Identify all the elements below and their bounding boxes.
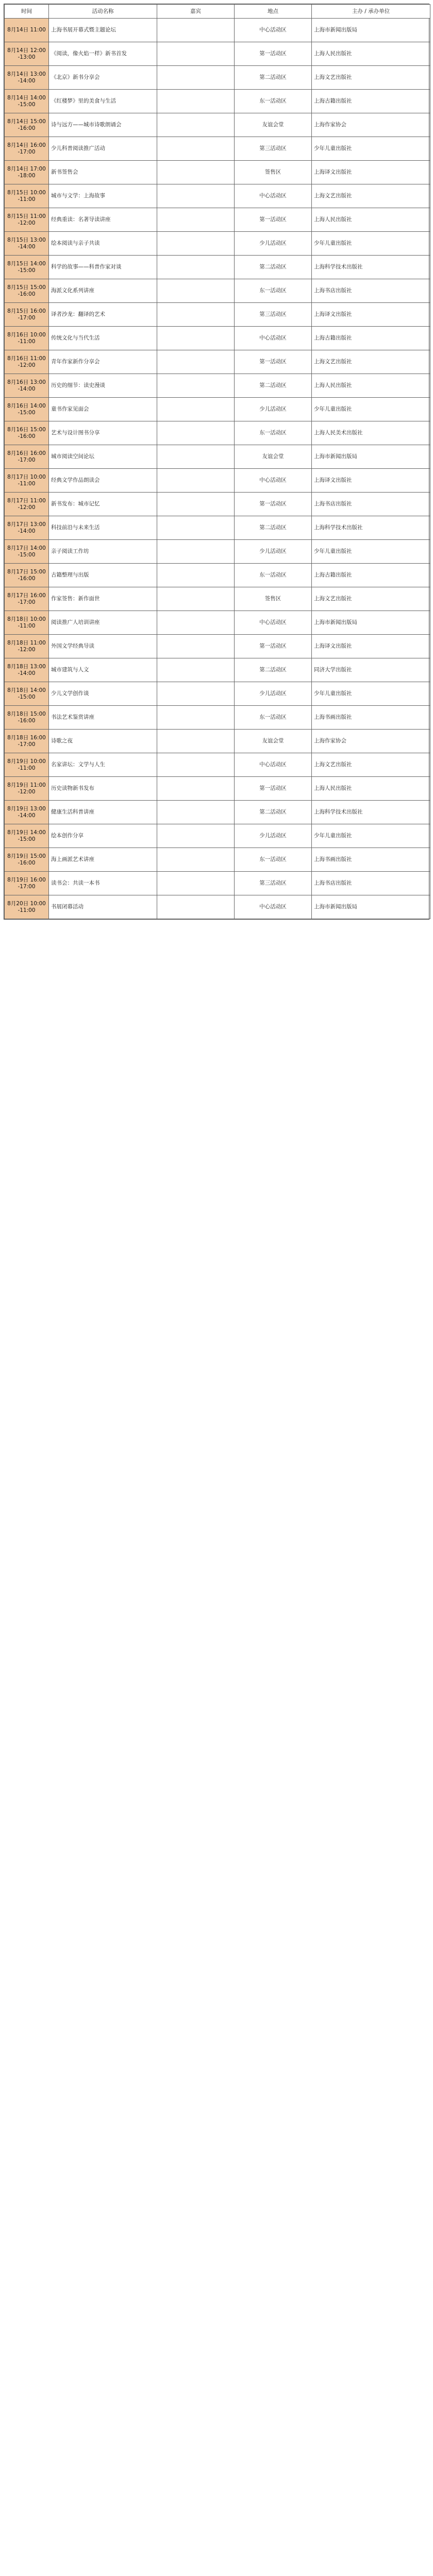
event-name: 少儿科普阅读推广活动 bbox=[49, 137, 157, 161]
event-time: 8月14日 15:00-16:00 bbox=[5, 113, 49, 137]
event-organizer: 上海书画出版社 bbox=[312, 706, 430, 730]
column-header-name: 活动名称 bbox=[49, 5, 157, 19]
event-guests bbox=[157, 753, 235, 777]
event-venue: 第三活动区 bbox=[235, 137, 312, 161]
event-organizer: 上海科学技术出版社 bbox=[312, 256, 430, 279]
event-organizer: 上海译文出版社 bbox=[312, 161, 430, 184]
event-organizer: 上海市新闻出版局 bbox=[312, 19, 430, 42]
event-organizer: 上海科学技术出版社 bbox=[312, 516, 430, 540]
event-organizer: 同济大学出版社 bbox=[312, 658, 430, 682]
event-venue: 第二活动区 bbox=[235, 66, 312, 90]
event-venue: 东一活动区 bbox=[235, 564, 312, 587]
event-guests bbox=[157, 706, 235, 730]
event-time: 8月18日 10:00-11:00 bbox=[5, 611, 49, 635]
table-row bbox=[5, 208, 430, 232]
event-venue: 中心活动区 bbox=[235, 895, 312, 919]
event-organizer: 上海书店出版社 bbox=[312, 493, 430, 516]
table-row bbox=[5, 777, 430, 801]
event-venue: 第一活动区 bbox=[235, 208, 312, 232]
event-organizer: 少年儿童出版社 bbox=[312, 398, 430, 421]
event-guests bbox=[157, 658, 235, 682]
event-venue: 第一活动区 bbox=[235, 777, 312, 801]
event-venue: 中心活动区 bbox=[235, 184, 312, 208]
event-organizer: 上海文艺出版社 bbox=[312, 753, 430, 777]
table-row bbox=[5, 516, 430, 540]
event-time: 8月17日 13:00-14:00 bbox=[5, 516, 49, 540]
event-name: 历史的细节：读史漫谈 bbox=[49, 374, 157, 398]
event-time: 8月14日 17:00-18:00 bbox=[5, 161, 49, 184]
event-organizer: 上海古籍出版社 bbox=[312, 564, 430, 587]
event-guests bbox=[157, 208, 235, 232]
event-name: 阅读推广人培训讲座 bbox=[49, 611, 157, 635]
event-organizer: 上海人民出版社 bbox=[312, 208, 430, 232]
event-venue: 第一活动区 bbox=[235, 635, 312, 658]
event-name: 作家签售：新作面世 bbox=[49, 587, 157, 611]
event-guests bbox=[157, 516, 235, 540]
event-time: 8月19日 10:00-11:00 bbox=[5, 753, 49, 777]
event-organizer: 上海文艺出版社 bbox=[312, 587, 430, 611]
event-organizer: 上海市新闻出版局 bbox=[312, 611, 430, 635]
event-venue: 中心活动区 bbox=[235, 19, 312, 42]
event-time: 8月18日 11:00-12:00 bbox=[5, 635, 49, 658]
event-name: 少儿文学创作谈 bbox=[49, 682, 157, 706]
event-time: 8月19日 15:00-16:00 bbox=[5, 848, 49, 872]
event-guests bbox=[157, 445, 235, 469]
table-row bbox=[5, 303, 430, 327]
event-venue: 第二活动区 bbox=[235, 801, 312, 824]
event-name: 童书作家见面会 bbox=[49, 398, 157, 421]
event-guests bbox=[157, 279, 235, 303]
event-time: 8月14日 11:00 bbox=[5, 19, 49, 42]
event-venue: 第三活动区 bbox=[235, 303, 312, 327]
event-guests bbox=[157, 303, 235, 327]
event-venue: 第一活动区 bbox=[235, 350, 312, 374]
event-time: 8月19日 14:00-15:00 bbox=[5, 824, 49, 848]
event-name: 绘本创作分享 bbox=[49, 824, 157, 848]
event-guests bbox=[157, 398, 235, 421]
event-name: 译者沙龙：翻译的艺术 bbox=[49, 303, 157, 327]
event-name: 新书发布：城市记忆 bbox=[49, 493, 157, 516]
table-row bbox=[5, 611, 430, 635]
event-organizer: 上海译文出版社 bbox=[312, 303, 430, 327]
event-venue: 中心活动区 bbox=[235, 327, 312, 350]
event-name: 科学的故事——科普作家对谈 bbox=[49, 256, 157, 279]
event-name: 城市阅读空间论坛 bbox=[49, 445, 157, 469]
table-row bbox=[5, 256, 430, 279]
event-organizer: 上海文艺出版社 bbox=[312, 184, 430, 208]
table-row bbox=[5, 540, 430, 564]
event-name: 科技前沿与未来生活 bbox=[49, 516, 157, 540]
event-guests bbox=[157, 824, 235, 848]
table-row bbox=[5, 184, 430, 208]
event-venue: 第三活动区 bbox=[235, 872, 312, 895]
event-venue: 签售区 bbox=[235, 587, 312, 611]
event-name: 《北京》新书分享会 bbox=[49, 66, 157, 90]
event-name: 外国文学经典导读 bbox=[49, 635, 157, 658]
event-organizer: 上海人民美术出版社 bbox=[312, 421, 430, 445]
event-venue: 少儿活动区 bbox=[235, 682, 312, 706]
event-name: 亲子阅读工作坊 bbox=[49, 540, 157, 564]
event-name: 传统文化与当代生活 bbox=[49, 327, 157, 350]
event-time: 8月19日 13:00-14:00 bbox=[5, 801, 49, 824]
event-time: 8月19日 11:00-12:00 bbox=[5, 777, 49, 801]
event-organizer: 上海市新闻出版局 bbox=[312, 895, 430, 919]
table-row bbox=[5, 872, 430, 895]
table-row bbox=[5, 161, 430, 184]
event-name: 青年作家新作分享会 bbox=[49, 350, 157, 374]
table-row bbox=[5, 42, 430, 66]
event-venue: 东一活动区 bbox=[235, 90, 312, 113]
event-name: 书法艺术鉴赏讲座 bbox=[49, 706, 157, 730]
event-venue: 第一活动区 bbox=[235, 42, 312, 66]
event-venue: 第二活动区 bbox=[235, 374, 312, 398]
table-row bbox=[5, 848, 430, 872]
event-guests bbox=[157, 493, 235, 516]
event-guests bbox=[157, 113, 235, 137]
table-row bbox=[5, 421, 430, 445]
event-organizer: 上海作家协会 bbox=[312, 730, 430, 753]
table-row bbox=[5, 895, 430, 919]
table-row bbox=[5, 658, 430, 682]
event-guests bbox=[157, 777, 235, 801]
event-organizer: 上海译文出版社 bbox=[312, 635, 430, 658]
event-organizer: 上海书店出版社 bbox=[312, 279, 430, 303]
event-guests bbox=[157, 184, 235, 208]
table-row bbox=[5, 824, 430, 848]
event-name: 诗歌之夜 bbox=[49, 730, 157, 753]
event-guests bbox=[157, 19, 235, 42]
table-row bbox=[5, 327, 430, 350]
event-venue: 东一活动区 bbox=[235, 421, 312, 445]
event-venue: 少儿活动区 bbox=[235, 398, 312, 421]
event-time: 8月19日 16:00-17:00 bbox=[5, 872, 49, 895]
column-header-time: 时间 bbox=[5, 5, 49, 19]
event-venue: 第二活动区 bbox=[235, 256, 312, 279]
event-guests bbox=[157, 872, 235, 895]
event-guests bbox=[157, 540, 235, 564]
event-venue: 第二活动区 bbox=[235, 516, 312, 540]
event-name: 上海书展开幕式暨主题论坛 bbox=[49, 19, 157, 42]
event-guests bbox=[157, 232, 235, 256]
event-venue: 东一活动区 bbox=[235, 706, 312, 730]
event-time: 8月15日 16:00-17:00 bbox=[5, 303, 49, 327]
table-row bbox=[5, 90, 430, 113]
event-name: 《阅读，像火焰一样》新书首发 bbox=[49, 42, 157, 66]
event-organizer: 上海古籍出版社 bbox=[312, 90, 430, 113]
event-name: 艺术与设计图书分享 bbox=[49, 421, 157, 445]
event-name: 新书签售会 bbox=[49, 161, 157, 184]
table-row bbox=[5, 445, 430, 469]
event-organizer: 上海译文出版社 bbox=[312, 469, 430, 493]
event-time: 8月14日 12:00-13:00 bbox=[5, 42, 49, 66]
event-organizer: 上海文艺出版社 bbox=[312, 350, 430, 374]
event-name: 名家讲坛：文学与人生 bbox=[49, 753, 157, 777]
event-venue: 少儿活动区 bbox=[235, 540, 312, 564]
table-row bbox=[5, 564, 430, 587]
schedule-body bbox=[5, 19, 430, 919]
event-organizer: 少年儿童出版社 bbox=[312, 682, 430, 706]
table-row bbox=[5, 635, 430, 658]
event-guests bbox=[157, 848, 235, 872]
event-venue: 签售区 bbox=[235, 161, 312, 184]
event-name: 古籍整理与出版 bbox=[49, 564, 157, 587]
event-guests bbox=[157, 469, 235, 493]
event-guests bbox=[157, 587, 235, 611]
event-guests bbox=[157, 635, 235, 658]
event-organizer: 上海书店出版社 bbox=[312, 872, 430, 895]
event-guests bbox=[157, 895, 235, 919]
event-organizer: 上海人民出版社 bbox=[312, 777, 430, 801]
event-organizer: 上海科学技术出版社 bbox=[312, 801, 430, 824]
column-header-organizer: 主办 / 承办单位 bbox=[312, 5, 430, 19]
event-organizer: 上海文艺出版社 bbox=[312, 66, 430, 90]
event-name: 经典文学作品朗读会 bbox=[49, 469, 157, 493]
event-name: 历史读物新书发布 bbox=[49, 777, 157, 801]
table-row bbox=[5, 137, 430, 161]
event-organizer: 少年儿童出版社 bbox=[312, 540, 430, 564]
event-venue: 友谊会堂 bbox=[235, 113, 312, 137]
event-time: 8月16日 10:00-11:00 bbox=[5, 327, 49, 350]
event-venue: 东一活动区 bbox=[235, 848, 312, 872]
column-header-venue: 地点 bbox=[235, 5, 312, 19]
event-name: 读书会：共读一本书 bbox=[49, 872, 157, 895]
event-time: 8月18日 15:00-16:00 bbox=[5, 706, 49, 730]
event-venue: 少儿活动区 bbox=[235, 824, 312, 848]
event-guests bbox=[157, 137, 235, 161]
event-time: 8月17日 15:00-16:00 bbox=[5, 564, 49, 587]
event-venue: 少儿活动区 bbox=[235, 232, 312, 256]
event-time: 8月15日 15:00-16:00 bbox=[5, 279, 49, 303]
event-guests bbox=[157, 682, 235, 706]
event-time: 8月15日 11:00-12:00 bbox=[5, 208, 49, 232]
event-time: 8月17日 16:00-17:00 bbox=[5, 587, 49, 611]
event-guests bbox=[157, 66, 235, 90]
event-venue: 友谊会堂 bbox=[235, 730, 312, 753]
table-row bbox=[5, 801, 430, 824]
event-venue: 东一活动区 bbox=[235, 279, 312, 303]
event-guests bbox=[157, 611, 235, 635]
event-time: 8月14日 16:00-17:00 bbox=[5, 137, 49, 161]
event-time: 8月16日 13:00-14:00 bbox=[5, 374, 49, 398]
event-organizer: 上海市新闻出版局 bbox=[312, 445, 430, 469]
event-time: 8月18日 14:00-15:00 bbox=[5, 682, 49, 706]
table-row bbox=[5, 374, 430, 398]
table-row bbox=[5, 232, 430, 256]
event-name: 城市与文学：上海故事 bbox=[49, 184, 157, 208]
event-organizer: 上海人民出版社 bbox=[312, 374, 430, 398]
event-time: 8月18日 16:00-17:00 bbox=[5, 730, 49, 753]
event-organizer: 上海书画出版社 bbox=[312, 848, 430, 872]
event-organizer: 上海作家协会 bbox=[312, 113, 430, 137]
event-time: 8月15日 10:00-11:00 bbox=[5, 184, 49, 208]
event-organizer: 少年儿童出版社 bbox=[312, 232, 430, 256]
schedule-sheet bbox=[4, 4, 429, 920]
event-guests bbox=[157, 564, 235, 587]
event-time: 8月20日 10:00-11:00 bbox=[5, 895, 49, 919]
event-name: 城市建筑与人文 bbox=[49, 658, 157, 682]
table-row bbox=[5, 350, 430, 374]
event-name: 健康生活科普讲座 bbox=[49, 801, 157, 824]
event-time: 8月17日 14:00-15:00 bbox=[5, 540, 49, 564]
event-guests bbox=[157, 256, 235, 279]
event-name: 绘本阅读与亲子共读 bbox=[49, 232, 157, 256]
table-header-row bbox=[5, 5, 430, 19]
event-name: 诗与远方——城市诗歌朗诵会 bbox=[49, 113, 157, 137]
table-row bbox=[5, 398, 430, 421]
event-guests bbox=[157, 374, 235, 398]
event-time: 8月15日 14:00-15:00 bbox=[5, 256, 49, 279]
event-organizer: 少年儿童出版社 bbox=[312, 137, 430, 161]
table-row bbox=[5, 753, 430, 777]
event-guests bbox=[157, 421, 235, 445]
table-row bbox=[5, 66, 430, 90]
event-time: 8月16日 14:00-15:00 bbox=[5, 398, 49, 421]
table-row bbox=[5, 113, 430, 137]
event-venue: 中心活动区 bbox=[235, 611, 312, 635]
event-name: 海派文化系列讲座 bbox=[49, 279, 157, 303]
table-row bbox=[5, 682, 430, 706]
event-name: 《红楼梦》里的美食与生活 bbox=[49, 90, 157, 113]
event-guests bbox=[157, 801, 235, 824]
event-organizer: 上海古籍出版社 bbox=[312, 327, 430, 350]
event-guests bbox=[157, 350, 235, 374]
event-venue: 第二活动区 bbox=[235, 658, 312, 682]
table-row bbox=[5, 587, 430, 611]
event-time: 8月18日 13:00-14:00 bbox=[5, 658, 49, 682]
event-time: 8月17日 11:00-12:00 bbox=[5, 493, 49, 516]
table-row bbox=[5, 730, 430, 753]
event-guests bbox=[157, 327, 235, 350]
event-name: 书展闭幕活动 bbox=[49, 895, 157, 919]
table-row bbox=[5, 279, 430, 303]
event-time: 8月14日 13:00-14:00 bbox=[5, 66, 49, 90]
event-guests bbox=[157, 42, 235, 66]
table-row bbox=[5, 469, 430, 493]
table-row bbox=[5, 706, 430, 730]
event-venue: 友谊会堂 bbox=[235, 445, 312, 469]
event-guests bbox=[157, 90, 235, 113]
event-time: 8月16日 15:00-16:00 bbox=[5, 421, 49, 445]
column-header-guests: 嘉宾 bbox=[157, 5, 235, 19]
table-row bbox=[5, 19, 430, 42]
table-row bbox=[5, 493, 430, 516]
event-time: 8月17日 10:00-11:00 bbox=[5, 469, 49, 493]
event-guests bbox=[157, 161, 235, 184]
event-venue: 中心活动区 bbox=[235, 753, 312, 777]
event-venue: 中心活动区 bbox=[235, 469, 312, 493]
event-name: 海上画派艺术讲座 bbox=[49, 848, 157, 872]
schedule-table bbox=[4, 4, 430, 919]
event-guests bbox=[157, 730, 235, 753]
event-organizer: 上海人民出版社 bbox=[312, 42, 430, 66]
event-time: 8月15日 13:00-14:00 bbox=[5, 232, 49, 256]
event-time: 8月16日 16:00-17:00 bbox=[5, 445, 49, 469]
event-name: 经典重读：名著导读讲座 bbox=[49, 208, 157, 232]
event-venue: 第一活动区 bbox=[235, 493, 312, 516]
event-time: 8月14日 14:00-15:00 bbox=[5, 90, 49, 113]
event-organizer: 少年儿童出版社 bbox=[312, 824, 430, 848]
event-time: 8月16日 11:00-12:00 bbox=[5, 350, 49, 374]
